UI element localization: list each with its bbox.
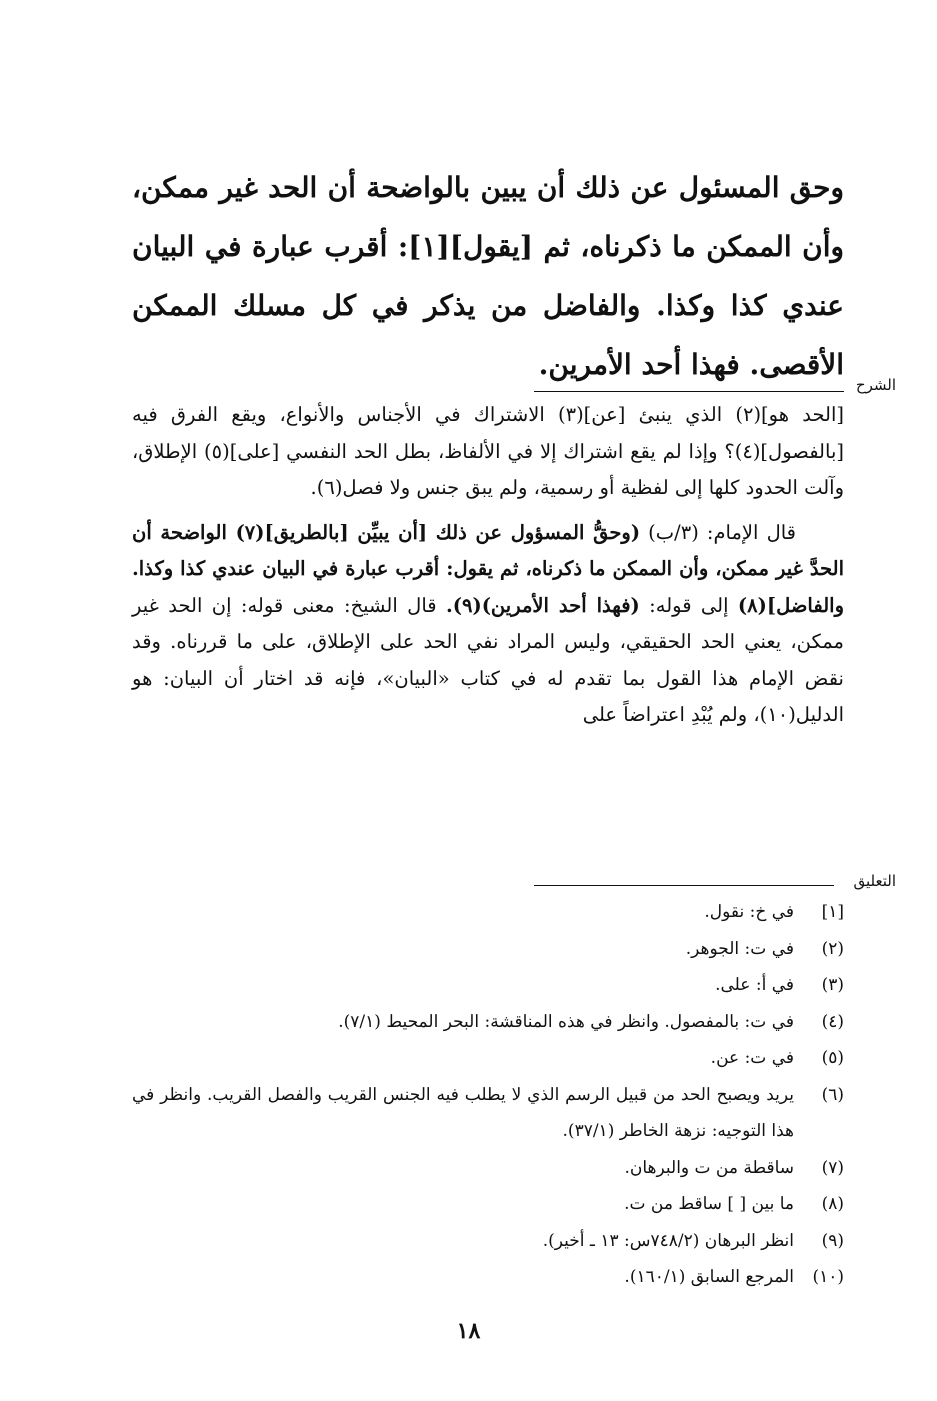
footnote-text: ساقطة من ت والبرهان. [624,1157,794,1178]
footnote-item [132,1223,844,1260]
footnote-text: المرجع السابق (١٦٠/١). [624,1267,794,1287]
footnote-item [132,1077,844,1150]
footnote-number: (٦) [821,1084,844,1105]
sharh-text [132,397,844,734]
sharh-para2-connector: إلى قوله: [639,593,738,617]
sharh-quote-1: (وحقُّ المسؤول عن ذلك [أن يبيِّن [بالطريق](٧) الواضحة أن الحدَّ غير ممكن، وأن الممكن ما ذكرناه، ثم يقول: أقرب عبارة في البيان عندي كذا وكذا. والفاضل](٨) [132,520,844,617]
sharh-para2-body: قال الشيخ: معنى قوله: إن الحد غير ممكن، يعني الحد الحقيقي، وليس المراد نفي الحد على الإطلاق، على ما قررناه. وقد نقض الإمام هذا القول بما تقدم له في كتاب «البيان»، فإنه قد اختار أن البيان: هو الدليل(١٠)، ولم يُبْدِ اعتراضاً على [132,593,844,726]
footnote-text: انظر البرهان (٧٤٨/٢س: ١٣ ـ أخير). [542,1230,794,1251]
footnote-number: (٢) [821,938,844,959]
sharh-label: الشرح [855,376,896,394]
footnote-number: (٧) [821,1157,844,1178]
footnotes-list [132,894,844,1296]
footnote-item [132,1040,844,1077]
footnote-text: في ت: بالمفصول. وانظر في هذه المناقشة: البحر المحيط (٧/١). [338,1011,794,1032]
footnote-item [132,931,844,968]
footnote-item [132,967,844,1004]
footnote-text: يريد ويصبح الحد من قبيل الرسم الذي لا يطلب فيه الجنس القريب والفصل القريب. وانظر في هذا التوجيه: نزهة الخاطر (٣٧/١). [132,1084,794,1141]
footnote-number: [١] [821,902,844,922]
taliq-label: التعليق [853,872,896,890]
footnote-number: (٨) [821,1194,844,1214]
footnote-text: في ت: الجوهر. [685,938,794,959]
footnote-item [132,1259,844,1296]
footnote-text: في ت: عن. [710,1048,794,1068]
sharh-quote-2: (فهذا أحد الأمرين)(٩). [445,593,640,617]
footnote-number: (١٠) [812,1267,844,1287]
sharh-paragraph-1: [الحد هو](٢) الذي ينبئ [عن](٣) الاشتراك في الأجناس والأنواع، ويقع الفرق فيه [بالفصول](٤)؟ وإذا لم يقع اشتراك إلا في الألفاظ، بطل الحد النفسي [على](٥) الإطلاق، وآلت الحدود كلها إلى لفظية أو رسمية، ولم يبق جنس ولا فصل(٦). [132,403,845,499]
footnote-item [132,1186,844,1223]
footnote-text: في أ: على. [715,975,794,995]
sharh-para2-intro: قال الإمام: (٣/ب) [640,520,796,544]
footnote-text: في خ: نقول. [704,902,794,922]
sharh-divider [534,391,844,392]
footnote-number: (٤) [821,1011,844,1032]
footnote-item [132,1150,844,1187]
footnote-text: ما بين [ ] ساقط من ت. [624,1194,794,1214]
footnote-number: (٥) [821,1048,844,1068]
main-text: وحق المسئول عن ذلك أن يبين بالواضحة أن الحد غير ممكن، وأن الممكن ما ذكرناه، ثم [يقول][١]: أقرب عبارة في البيان عندي كذا وكذا. والفاضل من يذكر في كل مسلك الممكن الأقصى. فهذا أحد الأمرين. [132,171,845,381]
footnote-item [132,894,844,931]
page-number: ١٨ [456,1318,481,1344]
taliq-divider [534,885,834,886]
footnote-number: (٣) [821,975,844,995]
footnote-item [132,1004,844,1041]
sharh-paragraph-2 [132,515,844,734]
footnote-number: (٩) [821,1230,844,1251]
